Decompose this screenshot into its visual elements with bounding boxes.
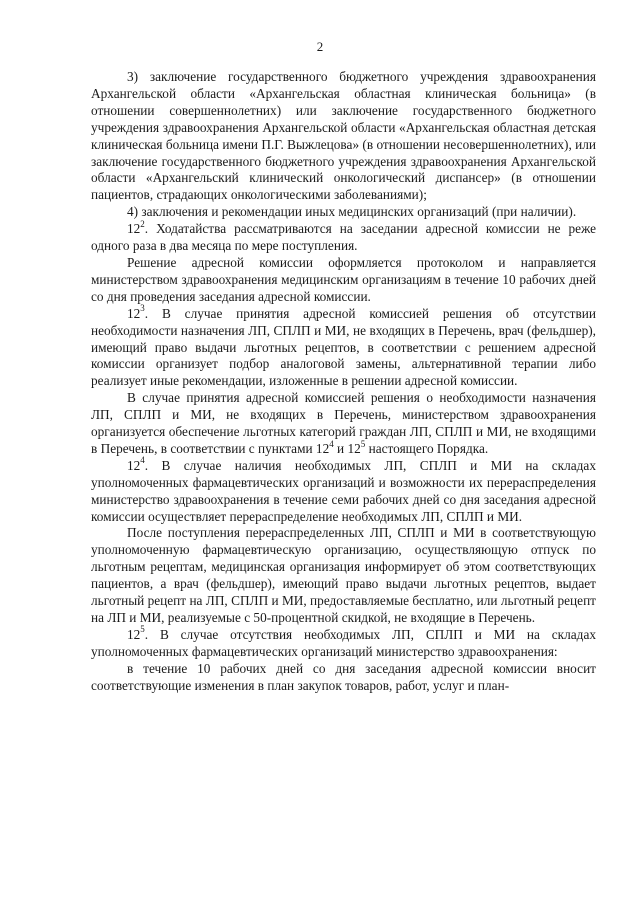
paragraph-text: 12 xyxy=(127,457,141,473)
paragraph xyxy=(91,624,596,661)
paragraph xyxy=(91,218,596,255)
paragraph-text: 12 xyxy=(127,626,141,642)
paragraph-text: После поступления перераспределенных ЛП, СПЛП и МИ в соответствующую уполномоченную фармацевтическую организацию, осуществляющую отпуск по льготным рецептам, медицинская организация информирует об этом соответствующих пациентов, а врач (фельдшер), имеющий право выдачи льготных рецептов, выдает льготный рецепт на ЛП, СПЛП и МИ, предоставляемые бесплатно, или льготный рецепт на ЛП и МИ, реализуемые с 50-процентной скидкой, не входящие в Перечень. xyxy=(91,525,596,625)
paragraph-text: . В случае отсутствия необходимых ЛП, СПЛП и МИ на складах уполномоченных фармацевтических организаций министерство здравоохранения: xyxy=(91,626,596,659)
paragraph-text: 12 xyxy=(127,305,141,321)
superscript-index: 4 xyxy=(329,438,334,449)
paragraph-text: 3) заключение государственного бюджетного учреждения здравоохранения Архангельской области «Архангельская областная клиническая больница» (в отношении совершеннолетних) или заключение государственного бюджетного учреждения здравоохранения Архангельской области «Архангельская областная детская клиническая больница имени П.Г. Выжлецова» (в отношении несовершеннолетних), или заключение государственного бюджетного учреждения здравоохранения Архангельской области «Архангельский клинический онкологический диспансер» (в отношении пациентов, страдающих онкологическими заболеваниями); xyxy=(91,69,596,203)
paragraph-text: в течение 10 рабочих дней со дня заседания адресной комиссии вносит соответствующие изменения в план закупок товаров, работ, услуг и план- xyxy=(91,660,596,693)
paragraph xyxy=(91,69,596,204)
paragraph-text: . В случае наличия необходимых ЛП, СПЛП и МИ на складах уполномоченных фармацевтических организаций и возможности их перераспределения министерство здравоохранения в течение семи рабочих дней со дня заседания адресной комиссии осуществляет перераспределение необходимых ЛП, СПЛП и МИ. xyxy=(91,457,596,524)
paragraph xyxy=(91,255,596,306)
paragraph-text: . Ходатайства рассматриваются на заседании адресной комиссии не реже одного раза в два месяца по мере поступления. xyxy=(91,221,596,254)
paragraph-text: настоящего Порядка. xyxy=(365,440,489,456)
paragraph xyxy=(91,525,596,626)
superscript-index: 5 xyxy=(140,624,145,635)
document-body xyxy=(91,69,596,695)
paragraph xyxy=(91,303,596,391)
page-number: 2 xyxy=(316,39,324,54)
paragraph-text: . В случае принятия адресной комиссией решения об отсутствии необходимости назначения ЛП, СПЛП и МИ, не входящих в Перечень, врач (фельдшер), имеющий право выдачи льготных рецептов, в соответствии с решением адресной комиссии организует подбор аналоговой замены, альтернативной терапии либо реализует иные рекомендации, изложенные в решении адресной комиссии. xyxy=(91,305,596,389)
paragraph xyxy=(91,390,596,458)
superscript-index: 2 xyxy=(140,218,145,229)
paragraph-text: 4) заключения и рекомендации иных медицинских организаций (при наличии). xyxy=(127,204,577,220)
paragraph-text: и 12 xyxy=(333,440,361,456)
superscript-index: 4 xyxy=(140,455,145,466)
paragraph xyxy=(91,204,596,221)
paragraph-text: Решение адресной комиссии оформляется протоколом и направляется министерством здравоохранения медицинским организациям в течение 10 рабочих дней со дня проведения заседания адресной комиссии. xyxy=(91,254,596,304)
paragraph-text: В случае принятия адресной комиссией решения о необходимости назначения ЛП, СПЛП и МИ, не входящих в Перечень, министерством здравоохранения организуется обеспечение льготных категорий граждан ЛП, СПЛП и МИ, не входящими в Перечень, в соответствии с пунктами 12 xyxy=(91,390,596,456)
paragraph-text: 12 xyxy=(127,221,141,237)
paragraph xyxy=(91,661,596,695)
superscript-index: 3 xyxy=(140,303,145,314)
superscript-index: 5 xyxy=(360,438,366,449)
paragraph xyxy=(91,455,596,526)
